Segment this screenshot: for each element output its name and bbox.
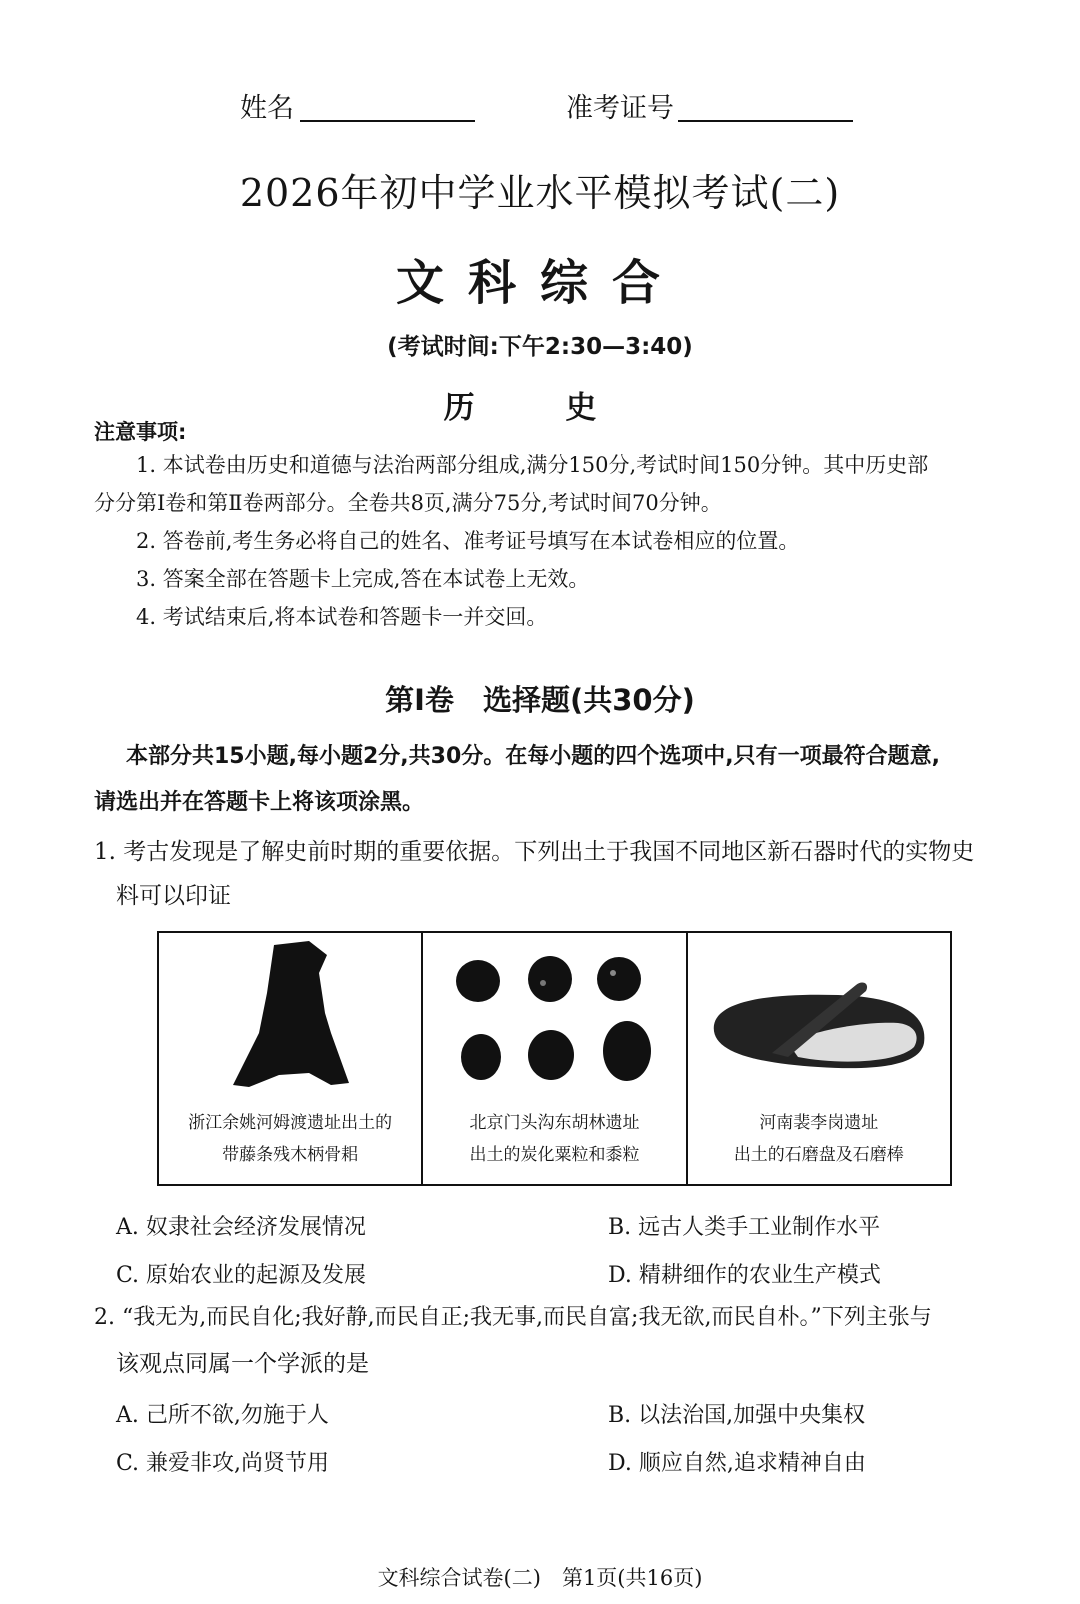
- option-A: A. 奴隶社会经济发展情况: [116, 1215, 366, 1240]
- exam-title: 2026年初中学业水平模拟考试(二): [239, 171, 841, 215]
- option-C: C. 兼爱非攻,尚贤节用: [116, 1451, 330, 1476]
- caption-line: 出土的石磨盘及石磨棒: [733, 1145, 904, 1165]
- option-B: B. 远古人类手工业制作水平: [608, 1215, 881, 1240]
- option-D: D. 精耕细作的农业生产模式: [608, 1263, 881, 1288]
- question-1-stem: 料可以印证: [116, 883, 231, 909]
- name-label: 姓名: [240, 93, 294, 124]
- subject-title: 文科综合: [395, 255, 684, 311]
- option-C: C. 原始农业的起源及发展: [116, 1263, 367, 1288]
- caption-line: 北京门头沟东胡林遗址: [469, 1113, 640, 1133]
- caption-line: 带藤条残木柄骨耜: [222, 1145, 359, 1165]
- caption-line: 出土的炭化粟粒和黍粒: [469, 1145, 640, 1165]
- figure-cell: [159, 933, 423, 1184]
- exam-time: (考试时间:下午2:30—3:40): [387, 334, 693, 360]
- question-1-stem: 1. 考古发现是了解史前时期的重要依据。下列出土于我国不同地区新石器时代的实物史: [94, 839, 975, 865]
- question-1-figure-table: [157, 931, 952, 1186]
- note-item: 4. 考试结束后,将本试卷和答题卡一并交回。: [136, 605, 548, 629]
- caption-line: 河南裴李岗遗址: [759, 1113, 879, 1133]
- option-D: D. 顺应自然,追求精神自由: [608, 1451, 866, 1476]
- note-item: 1. 本试卷由历史和道德与法治两部分组成,满分150分,考试时间150分钟。其中历史部: [136, 453, 929, 477]
- option-A: A. 己所不欲,勿施于人: [116, 1403, 329, 1428]
- exam-id-label: 准考证号: [566, 93, 674, 124]
- part1-instructions: 请选出并在答题卡上将该项涂黑。: [94, 790, 425, 815]
- question-2-stem: 该观点同属一个学派的是: [116, 1351, 369, 1377]
- note-item: 分分第Ⅰ卷和第Ⅱ卷两部分。全卷共8页,满分75分,考试时间70分钟。: [94, 491, 722, 515]
- carbonized-grains-icon: [423, 933, 686, 1103]
- note-item: 3. 答案全部在答题卡上完成,答在本试卷上无效。: [136, 567, 590, 591]
- figure-caption: [423, 1107, 685, 1171]
- note-item: 2. 答卷前,考生务必将自己的姓名、准考证号填写在本试卷相应的位置。: [136, 529, 800, 553]
- figure-cell: [688, 933, 950, 1184]
- grinding-stone-icon: [688, 933, 950, 1103]
- page-footer: 文科综合试卷(二) 第1页(共16页): [377, 1566, 703, 1590]
- part1-title: 第Ⅰ卷 选择题(共30分): [385, 683, 695, 717]
- figure-cell: [423, 933, 687, 1184]
- part1-instructions: 本部分共15小题,每小题2分,共30分。在每小题的四个选项中,只有一项最符合题意,: [126, 744, 940, 769]
- name-field[interactable]: [300, 90, 475, 122]
- bone-spade-icon: [159, 933, 421, 1103]
- notes-title: 注意事项:: [94, 420, 187, 444]
- section-subject: 历 史: [443, 390, 637, 426]
- question-2-stem: 2. “我无为,而民自化;我好静,而民自正;我无事,而民自富;我无欲,而民自朴。”下列主张与: [94, 1305, 932, 1330]
- option-B: B. 以法治国,加强中央集权: [608, 1403, 866, 1428]
- caption-line: 浙江余姚河姆渡遗址出土的: [188, 1113, 393, 1133]
- figure-caption: [688, 1107, 950, 1171]
- figure-caption: [159, 1107, 421, 1171]
- exam-id-field[interactable]: [678, 90, 853, 122]
